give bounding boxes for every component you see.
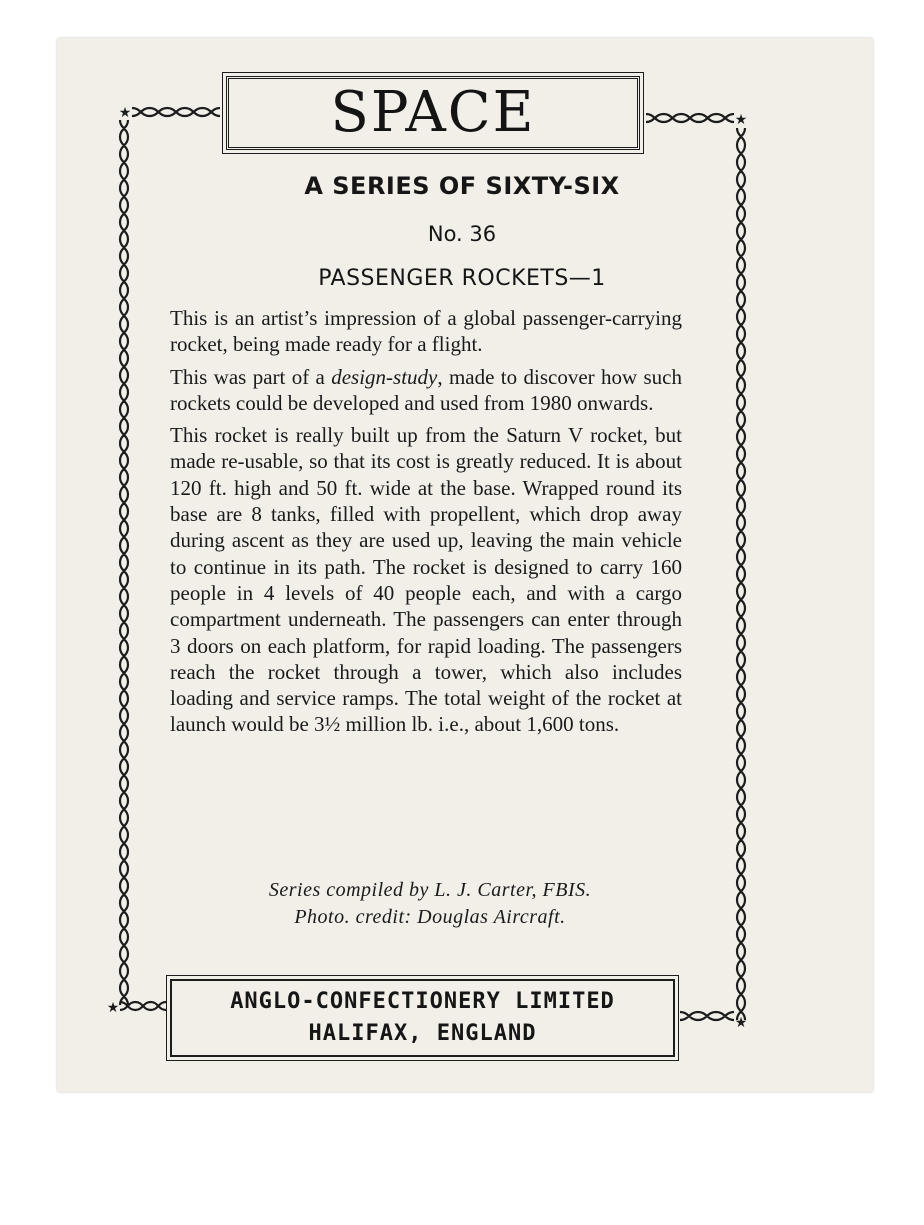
rope-border-top-left [132, 108, 220, 116]
series-label: A SERIES OF SIXTY-SIX [304, 172, 620, 200]
corner-star-icon: ★ [734, 112, 748, 128]
paragraph-2 [170, 364, 682, 417]
series-compiled-credit: Series compiled by L. J. Carter, FBIS. [268, 879, 592, 901]
paragraph-2-italic: design-study [331, 364, 438, 389]
corner-star-icon: ★ [118, 105, 132, 121]
rope-border-bottom-right [680, 1012, 734, 1020]
company-frame [170, 979, 675, 1057]
company-location: HALIFAX, ENGLAND [308, 1021, 537, 1046]
card-number: No. 36 [427, 222, 497, 246]
photo-credit: Photo. credit: Douglas Aircraft. [294, 906, 566, 928]
rope-border-right [737, 128, 745, 1020]
rope-border-left [120, 120, 128, 1005]
card-heading: PASSENGER ROCKETS—1 [318, 266, 606, 291]
paragraph-2-start: This was part of a [170, 364, 332, 389]
corner-star-icon: ★ [734, 1015, 748, 1031]
paragraph-2-end: , made to discover how such rockets could be developed and used from 1980 onwards. [170, 364, 682, 415]
corner-star-icon: ★ [106, 1000, 120, 1016]
paragraph-3: This rocket is really built up from the Saturn V rocket, but made re-usable, so that its cost is greatly reduced. It is about 120 ft. high and 50 ft. wide at the base. Wrapped round its base are 8 tanks, filled with propellent, which drop away during ascent as they are used up, leaving the main vehicle to continue in its path. The rocket is designed to carry 160 people in 4 levels of 40 people each, and with a cargo compartment underneath. The passengers can enter through 3 doors on each platform, for rapid loading. The passengers reach the rocket through a tower, which also includes loading and service ramps. The total weight of the rocket at launch would be 3½ million lb. i.e., about 1,600 tons. [170, 423, 682, 737]
paragraph-1: This is an artist’s impression of a global passenger-carrying rocket, being made ready for a flight. [170, 306, 682, 357]
description-text [170, 305, 682, 744]
title-frame [226, 76, 640, 150]
rope-border-top-right [646, 114, 734, 122]
credits [150, 877, 710, 931]
company-name: ANGLO-CONFECTIONERY LIMITED [230, 989, 615, 1014]
card-title: SPACE [330, 80, 536, 145]
